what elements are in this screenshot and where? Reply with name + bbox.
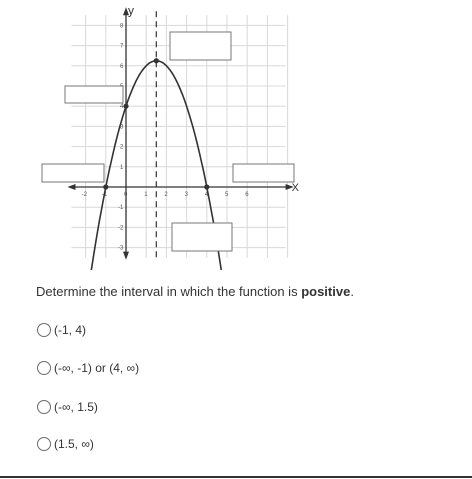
x-tick-label: 5 bbox=[225, 192, 229, 198]
right-root-label-box bbox=[233, 164, 294, 182]
option-1[interactable] bbox=[37, 321, 86, 339]
option-label: (-∞, -1) or (4, ∞) bbox=[54, 361, 140, 375]
x-tick-label: 0 bbox=[124, 192, 128, 198]
y-tick-label: 8 bbox=[120, 23, 124, 30]
question-prefix: Determine the interval in which the function is bbox=[36, 284, 302, 299]
x-axis-label: X bbox=[291, 182, 299, 194]
option-label: (-1, 4) bbox=[54, 323, 87, 337]
option-label: (-∞, 1.5) bbox=[54, 400, 98, 414]
radio-icon[interactable] bbox=[37, 400, 51, 414]
key-point bbox=[123, 104, 128, 109]
key-point bbox=[204, 184, 209, 189]
x-axis-left-arrow bbox=[67, 184, 75, 190]
y-tick-label: 1 bbox=[120, 164, 124, 171]
question-suffix: . bbox=[350, 284, 354, 299]
y-tick-label: -1 bbox=[118, 205, 124, 212]
question-text bbox=[36, 284, 354, 299]
radio-icon[interactable] bbox=[37, 323, 51, 337]
y-intercept-label-box bbox=[65, 86, 123, 103]
key-point bbox=[103, 184, 108, 189]
y-tick-label: 7 bbox=[120, 43, 124, 50]
key-point bbox=[154, 58, 159, 63]
y-tick-label: 2 bbox=[120, 144, 124, 151]
radio-icon[interactable] bbox=[37, 437, 51, 451]
x-tick-label: -2 bbox=[81, 192, 87, 198]
x-tick-label: 3 bbox=[184, 192, 188, 198]
option-2[interactable] bbox=[37, 359, 139, 377]
option-3[interactable] bbox=[37, 398, 98, 416]
vertex-label-box bbox=[170, 32, 231, 60]
x-tick-label: 4 bbox=[204, 192, 209, 198]
y-axis-down-arrow bbox=[123, 252, 129, 260]
radio-icon[interactable] bbox=[37, 361, 51, 375]
x-tick-label: 1 bbox=[144, 192, 148, 198]
y-tick-label: 6 bbox=[120, 63, 124, 70]
option-label: (1.5, ∞) bbox=[54, 437, 94, 451]
x-tick-label: 2 bbox=[164, 192, 168, 198]
x-tick-label: -1 bbox=[101, 192, 108, 198]
x-tick-label: 6 bbox=[245, 192, 249, 198]
y-axis-label: y bbox=[128, 3, 134, 18]
bottom-divider bbox=[0, 476, 472, 478]
question-emphasis: positive bbox=[301, 284, 351, 299]
y-tick-label: 3 bbox=[120, 124, 124, 131]
y-tick-label: -2 bbox=[118, 225, 124, 232]
axis-label-box bbox=[172, 223, 232, 251]
option-4[interactable] bbox=[37, 435, 94, 453]
y-tick-label: -3 bbox=[118, 245, 124, 252]
y-tick-label: 4 bbox=[120, 104, 124, 111]
left-root-label-box bbox=[42, 164, 104, 182]
